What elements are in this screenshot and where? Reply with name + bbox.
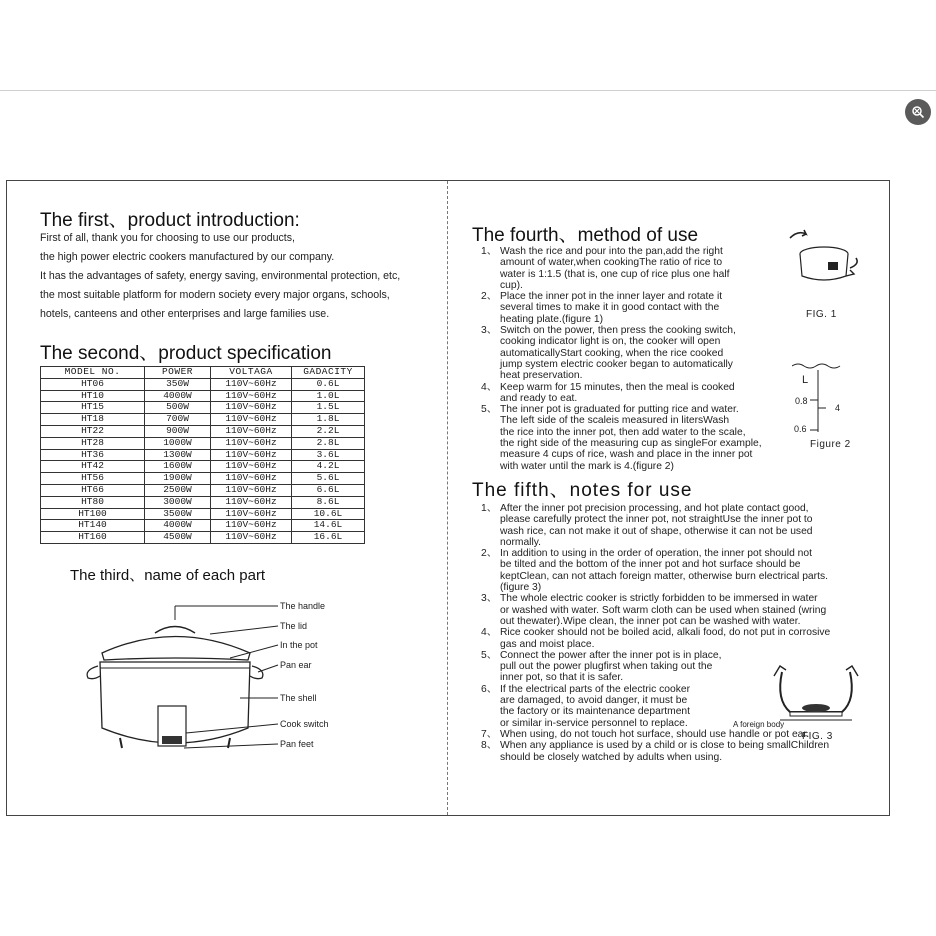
figure-2-caption: Figure 2 bbox=[810, 439, 851, 450]
table-cell: 110V~60Hz bbox=[211, 437, 292, 449]
list-item bbox=[481, 246, 781, 291]
table-cell: 2.2L bbox=[292, 425, 365, 437]
list-item-number: 3、 bbox=[481, 593, 498, 605]
figure-1-diagram bbox=[784, 224, 864, 292]
table-cell: 110V~60Hz bbox=[211, 532, 292, 544]
table-row bbox=[41, 390, 365, 402]
table-row bbox=[41, 425, 365, 437]
list-item-number: 3、 bbox=[481, 325, 498, 337]
part-label-lid: The lid bbox=[280, 621, 308, 631]
list-item bbox=[481, 548, 851, 593]
intro-line: First of all, thank you for choosing to use our products, bbox=[40, 232, 295, 244]
list-item-line: the factory or its maintenance department bbox=[500, 706, 691, 718]
list-item-line: keptClean, can not attach foreign matter, otherwise burn electrical parts. bbox=[500, 570, 828, 582]
list-item-line: water is 1:1.5 (that is, one cup of rice plus one half bbox=[500, 268, 730, 280]
introduction-text bbox=[40, 229, 400, 324]
list-item-number: 4、 bbox=[481, 381, 498, 393]
list-item bbox=[481, 627, 851, 650]
list-item-line: When using, do not touch hot surface, should use handle or pot ear. bbox=[500, 728, 810, 740]
column-header: GADACITY bbox=[292, 367, 365, 379]
table-row bbox=[41, 508, 365, 520]
list-item-line: After the inner pot precision processing, and hot plate contact good, bbox=[500, 503, 809, 514]
table-row bbox=[41, 402, 365, 414]
table-row bbox=[41, 437, 365, 449]
list-item-number: 8、 bbox=[481, 740, 498, 752]
table-row bbox=[41, 484, 365, 496]
table-row bbox=[41, 414, 365, 426]
list-item-line: cup). bbox=[500, 279, 523, 291]
table-cell: HT18 bbox=[41, 414, 145, 426]
table-cell: 3000W bbox=[145, 496, 211, 508]
table-cell: HT28 bbox=[41, 437, 145, 449]
list-item-line: If the electrical parts of the electric cooker bbox=[500, 683, 691, 695]
table-cell: 110V~60Hz bbox=[211, 402, 292, 414]
rice-cooker-diagram bbox=[80, 598, 280, 768]
table-cell: 4000W bbox=[145, 520, 211, 532]
section-title-notes-for-use: The fifth、notes for use bbox=[472, 480, 693, 501]
list-item-line: or washed with water. Soft warm cloth can be used when stained (wring bbox=[500, 604, 827, 616]
list-item bbox=[481, 291, 781, 325]
list-item bbox=[481, 325, 781, 381]
list-item-line: Wash the rice and pour into the pan,add the right bbox=[500, 246, 723, 257]
table-row bbox=[41, 496, 365, 508]
table-cell: HT10 bbox=[41, 390, 145, 402]
list-item-line: out thewater).Wipe clean, the inner pot can be washed with water. bbox=[500, 615, 801, 627]
table-cell: HT66 bbox=[41, 484, 145, 496]
table-cell: 110V~60Hz bbox=[211, 496, 292, 508]
table-cell: 350W bbox=[145, 378, 211, 390]
table-cell: 1.5L bbox=[292, 402, 365, 414]
table-cell: 110V~60Hz bbox=[211, 484, 292, 496]
list-item-number: 2、 bbox=[481, 548, 498, 560]
foreign-body-label: A foreign body bbox=[733, 720, 785, 729]
scale-label-0-8: 0.8 bbox=[795, 396, 808, 406]
list-item-line: jump system electric cooker began to automatically bbox=[500, 358, 733, 370]
table-cell: HT80 bbox=[41, 496, 145, 508]
list-item-line: and ready to eat. bbox=[500, 392, 578, 404]
list-item-line: the rice into the inner pot, then add water to the scale, bbox=[500, 426, 746, 438]
list-item-line: Place the inner pot in the inner layer and rotate it bbox=[500, 291, 723, 303]
table-cell: HT06 bbox=[41, 378, 145, 390]
table-cell: 3500W bbox=[145, 508, 211, 520]
table-cell: 1000W bbox=[145, 437, 211, 449]
list-item-line: Switch on the power, then press the cooking switch, bbox=[500, 325, 736, 337]
table-cell: 2.8L bbox=[292, 437, 365, 449]
table-cell: 14.6L bbox=[292, 520, 365, 532]
list-item-line: cooking indicator light is on, the cooker will open bbox=[500, 336, 721, 348]
list-item-line: please carefully protect the inner pot, not straightUse the inner pot to bbox=[500, 514, 813, 526]
section-title-method-of-use: The fourth、method of use bbox=[472, 225, 699, 246]
table-cell: 2500W bbox=[145, 484, 211, 496]
list-item-line: or similar in-service personnel to replace. bbox=[500, 717, 688, 729]
table-cell: 4000W bbox=[145, 390, 211, 402]
list-item-line: The left side of the scaleis measured in litersWash bbox=[500, 415, 730, 427]
table-header-row bbox=[41, 367, 365, 379]
table-cell: 4.2L bbox=[292, 461, 365, 473]
intro-line: It has the advantages of safety, energy saving, environmental protection, etc, bbox=[40, 270, 401, 282]
table-cell: 1300W bbox=[145, 449, 211, 461]
table-cell: 110V~60Hz bbox=[211, 461, 292, 473]
table-cell: 6.6L bbox=[292, 484, 365, 496]
list-item-line: several times to make it in good contact with the bbox=[500, 302, 720, 314]
table-row bbox=[41, 461, 365, 473]
part-label-shell: The shell bbox=[280, 693, 317, 703]
part-label-handle: The handle bbox=[280, 601, 326, 611]
table-cell: 110V~60Hz bbox=[211, 449, 292, 461]
list-item-number: 4、 bbox=[481, 627, 498, 639]
part-label-cook-switch: Cook switch bbox=[280, 719, 329, 729]
close-icon bbox=[911, 105, 925, 119]
part-label-pan-ear: Pan ear bbox=[280, 660, 312, 670]
list-item-line: normally. bbox=[500, 536, 542, 548]
figure-1-caption: FIG. 1 bbox=[806, 309, 837, 320]
list-item-line: Keep warm for 15 minutes, then the meal is cooked bbox=[500, 381, 735, 393]
list-item-line: (figure 3) bbox=[500, 582, 542, 594]
scale-label-4: 4 bbox=[835, 403, 841, 413]
part-label-in-the-pot: In the pot bbox=[280, 640, 318, 650]
section-title-specification: The second、product specification bbox=[40, 343, 332, 364]
list-item-number: 5、 bbox=[481, 649, 498, 661]
table-cell: 110V~60Hz bbox=[211, 508, 292, 520]
table-cell: HT100 bbox=[41, 508, 145, 520]
handle-shape bbox=[155, 627, 195, 634]
table-cell: HT22 bbox=[41, 425, 145, 437]
list-item-number: 1、 bbox=[481, 246, 498, 257]
list-item-line: When any appliance is used by a child or is close to being smallChildren bbox=[500, 740, 830, 752]
list-item-line: should be closely watched by adults when using. bbox=[500, 751, 723, 763]
table-cell: 1600W bbox=[145, 461, 211, 473]
column-header: VOLTAGA bbox=[211, 367, 292, 379]
table-row bbox=[41, 520, 365, 532]
list-item-line: amount of water,when cookingThe ratio of rice to bbox=[500, 257, 723, 269]
intro-line: the high power electric cookers manufactured by our company. bbox=[40, 251, 335, 263]
table-cell: HT160 bbox=[41, 532, 145, 544]
intro-line: the most suitable platform for modern society every major organs, schools, bbox=[40, 289, 390, 301]
table-cell: HT15 bbox=[41, 402, 145, 414]
list-item-line: measure 4 cups of rice, wash and place in the inner pot bbox=[500, 449, 753, 461]
list-item-line: The inner pot is graduated for putting rice and water. bbox=[500, 404, 739, 416]
table-cell: 8.6L bbox=[292, 496, 365, 508]
list-item-line: heating plate.(figure 1) bbox=[500, 313, 604, 325]
table-row bbox=[41, 532, 365, 544]
column-header: MODEL NO. bbox=[41, 367, 145, 379]
scale-label-0-6: 0.6 bbox=[794, 424, 807, 434]
table-row bbox=[41, 473, 365, 485]
list-item-line: with water until the mark is 4.(figure 2) bbox=[500, 460, 674, 472]
table-cell: 1.0L bbox=[292, 390, 365, 402]
list-item-line: The whole electric cooker is strictly forbidden to be immersed in water bbox=[500, 593, 818, 605]
list-item-line: automaticallyStart cooking, when the rice cooked bbox=[500, 347, 724, 359]
list-item bbox=[481, 729, 851, 740]
list-item-number: 6、 bbox=[481, 683, 498, 695]
table-cell: 0.6L bbox=[292, 378, 365, 390]
list-item-line: Rice cooker should not be boiled acid, alkali food, do not put in corrosive bbox=[500, 627, 831, 639]
table-cell: 10.6L bbox=[292, 508, 365, 520]
table-cell: 700W bbox=[145, 414, 211, 426]
close-button[interactable] bbox=[905, 99, 931, 125]
table-cell: HT56 bbox=[41, 473, 145, 485]
table-cell: 1.8L bbox=[292, 414, 365, 426]
table-cell: 1900W bbox=[145, 473, 211, 485]
lid-shape bbox=[102, 637, 250, 661]
table-cell: 110V~60Hz bbox=[211, 520, 292, 532]
table-cell: 110V~60Hz bbox=[211, 473, 292, 485]
part-label-pan-feet: Pan feet bbox=[280, 739, 314, 749]
intro-line: hotels, canteens and other enterprises and large families use. bbox=[40, 308, 330, 320]
list-item-number: 7、 bbox=[481, 728, 498, 740]
list-item-number: 5、 bbox=[481, 404, 498, 416]
table-cell: 3.6L bbox=[292, 449, 365, 461]
list-item-line: In addition to using in the order of operation, the inner pot should not bbox=[500, 548, 812, 560]
list-item-line: are damaged, to avoid danger, it must be bbox=[500, 695, 688, 707]
list-item-line: Connect the power after the inner pot is in place, bbox=[500, 649, 722, 661]
list-item-number: 1、 bbox=[481, 503, 498, 514]
table-cell: 4500W bbox=[145, 532, 211, 544]
table-cell: 110V~60Hz bbox=[211, 390, 292, 402]
list-item bbox=[481, 593, 851, 627]
specification-table bbox=[40, 366, 365, 544]
table-cell: 110V~60Hz bbox=[211, 414, 292, 426]
table-cell: 110V~60Hz bbox=[211, 425, 292, 437]
page-fold-divider bbox=[447, 181, 449, 815]
list-item bbox=[481, 382, 781, 405]
scale-label-liters: L bbox=[802, 374, 809, 386]
list-item-line: pull out the power plugfirst when taking out the bbox=[500, 661, 713, 673]
list-item-line: wash rice, can not make it out of shape, otherwise it can not be used bbox=[500, 525, 813, 537]
method-of-use-list bbox=[481, 246, 781, 472]
list-item bbox=[481, 740, 851, 763]
table-cell: 900W bbox=[145, 425, 211, 437]
list-item bbox=[481, 503, 851, 548]
list-item-line: be tilted and the bottom of the inner pot and hot surface should be bbox=[500, 559, 801, 571]
table-row bbox=[41, 449, 365, 461]
section-title-parts: The third、name of each part bbox=[70, 567, 266, 584]
list-item-number: 2、 bbox=[481, 291, 498, 303]
table-row bbox=[41, 378, 365, 390]
table-cell: HT42 bbox=[41, 461, 145, 473]
viewer-top-border bbox=[0, 90, 936, 91]
table-cell: HT140 bbox=[41, 520, 145, 532]
list-item-line: gas and moist place. bbox=[500, 638, 595, 650]
figure-3-caption: FIG. 3 bbox=[802, 731, 833, 742]
section-title-introduction: The first、product introduction: bbox=[40, 210, 300, 231]
list-item bbox=[481, 404, 781, 472]
list-item-line: heat preservation. bbox=[500, 370, 583, 382]
list-item-line: inner pot, so that it is safer. bbox=[500, 672, 624, 684]
table-cell: 5.6L bbox=[292, 473, 365, 485]
table-cell: 110V~60Hz bbox=[211, 378, 292, 390]
column-header: POWER bbox=[145, 367, 211, 379]
table-cell: HT36 bbox=[41, 449, 145, 461]
table-cell: 500W bbox=[145, 402, 211, 414]
table-cell: 16.6L bbox=[292, 532, 365, 544]
list-item-line: the right side of the measuring cup as singleFor example, bbox=[500, 438, 762, 450]
